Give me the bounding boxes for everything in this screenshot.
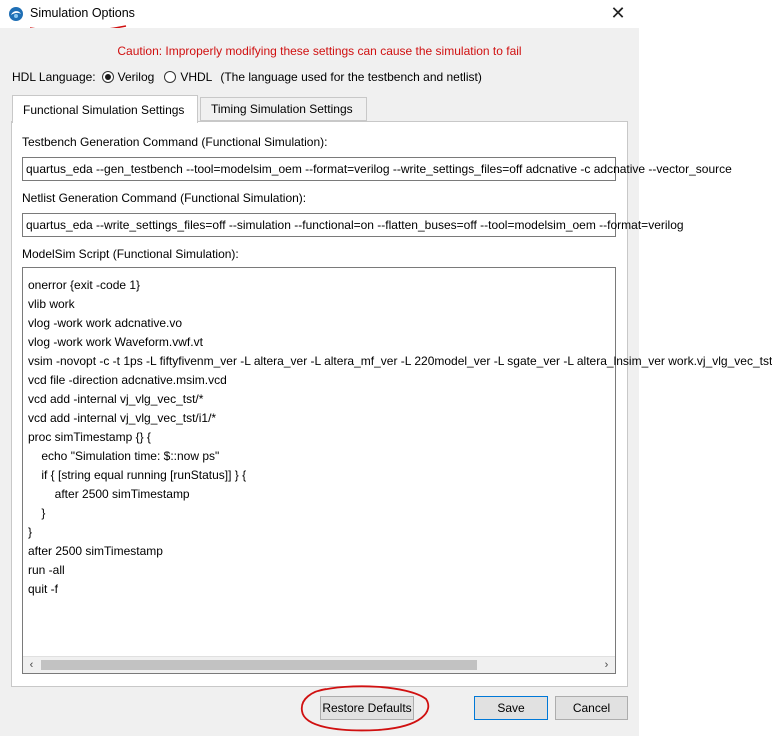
script-line: vsim -novopt -c -t 1ps -L fiftyfivenm_ver -L altera_ver -L altera_mf_ver -L 220model_ver -L sgate_ver -L altera_lnsim_ver work.vj_vlg_vec_tst [28,354,772,368]
window-title: Simulation Options [30,6,135,20]
testbench-command-input[interactable]: quartus_eda --gen_testbench --tool=modelsim_oem --format=verilog --write_settings_files=off adcnative -c adcnative --vector_source [22,157,616,181]
script-line: } [28,525,33,539]
restore-defaults-button[interactable]: Restore Defaults [320,696,414,720]
script-line: echo "Simulation time: $::now ps" [28,449,220,463]
testbench-command-label: Testbench Generation Command (Functional Simulation): [22,135,328,149]
scroll-left-arrow-icon[interactable]: ‹ [29,659,34,671]
close-icon: ✕ [610,2,626,23]
hdl-language-row [12,69,482,85]
script-line: quit -f [28,582,59,596]
tab-functional-simulation-settings[interactable]: Functional Simulation Settings [12,95,198,123]
tab-timing-simulation-settings[interactable]: Timing Simulation Settings [200,97,367,121]
hdl-language-label: HDL Language: [12,70,96,84]
script-line: proc simTimestamp {} { [28,430,151,444]
script-line: vcd file -direction adcnative.msim.vcd [28,373,227,387]
netlist-command-label: Netlist Generation Command (Functional Simulation): [22,191,307,205]
script-lines [28,276,772,599]
script-line: vlib work [28,297,75,311]
script-line: if { [string equal running [runStatus]] } { [28,468,247,482]
modelsim-script-textarea[interactable] [22,267,772,674]
quartus-app-icon [8,6,24,22]
script-line: run -all [28,563,65,577]
scrollbar-thumb[interactable] [41,660,477,670]
script-line: } [28,506,46,520]
scroll-right-arrow-icon[interactable]: › [604,659,609,671]
script-line: vlog -work work Waveform.vwf.vt [28,335,203,349]
red-circle-annotation [298,683,432,733]
script-line: after 2500 simTimestamp [28,544,163,558]
verilog-radio[interactable] [102,71,114,83]
script-line: vcd add -internal vj_vlg_vec_tst/i1/* [28,411,217,425]
script-line: after 2500 simTimestamp [28,487,190,501]
script-line: onerror {exit -code 1} [28,278,141,292]
caution-message: Caution: Improperly modifying these settings can cause the simulation to fail [117,44,522,58]
hdl-language-note: (The language used for the testbench and netlist) [220,70,482,84]
title-bar [0,0,639,28]
modelsim-script-label: ModelSim Script (Functional Simulation): [22,247,239,261]
save-button[interactable]: Save [474,696,548,720]
vhdl-radio[interactable] [164,71,176,83]
verilog-radio-label[interactable]: Verilog [117,70,155,84]
netlist-command-input[interactable]: quartus_eda --write_settings_files=off --simulation --functional=on --flatten_buses=off --tool=modelsim_oem --format=verilog [22,213,616,237]
script-line: vlog -work work adcnative.vo [28,316,183,330]
script-line: vcd add -internal vj_vlg_vec_tst/* [28,392,204,406]
cancel-button[interactable]: Cancel [555,696,628,720]
vhdl-radio-label[interactable]: VHDL [180,70,213,84]
horizontal-scrollbar[interactable] [23,656,615,673]
close-button[interactable] [598,0,638,26]
